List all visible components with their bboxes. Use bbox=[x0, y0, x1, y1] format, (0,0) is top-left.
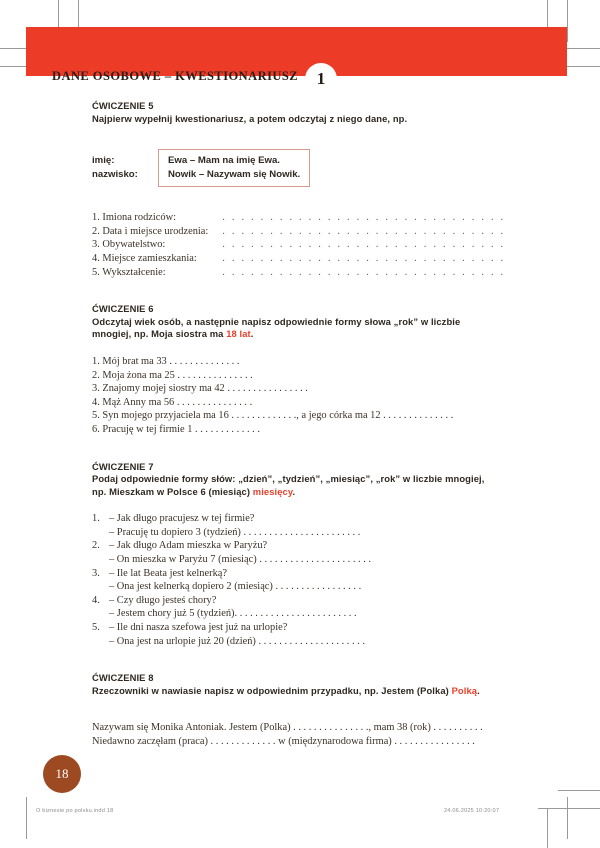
dialogue-number: 5. bbox=[92, 622, 100, 634]
exercise-7-dialogues bbox=[92, 512, 547, 648]
exercise-7-instruction-pre: np. Mieszkam w Polsce 6 (miesiąc) bbox=[92, 485, 253, 497]
dialogue-number: 4. bbox=[92, 594, 100, 606]
chapter-number-badge: 1 bbox=[305, 63, 337, 95]
crop-mark-top-right-vertical bbox=[567, 0, 568, 42]
dialogue-item bbox=[92, 621, 547, 648]
exercise-6-instruction-line-2 bbox=[92, 328, 547, 341]
exercise-6-instruction-post: . bbox=[250, 328, 254, 340]
exercise-8-example-accent: Polką bbox=[451, 684, 478, 696]
form-field-answer-line[interactable]: . . . . . . . . . . . . . . . . . . . . . . . . . . . . . . bbox=[222, 225, 506, 237]
form-field-row[interactable] bbox=[92, 238, 522, 252]
page-content bbox=[92, 100, 547, 749]
exercise-6-title: ĆWICZENIE 6 bbox=[92, 303, 154, 315]
dialogue-question bbox=[92, 512, 547, 526]
form-field-answer-line[interactable]: . . . . . . . . . . . . . . . . . . . . . . . . . . . . . . bbox=[222, 252, 506, 264]
footer-file-label: O biznesie po polsku.indd 18 bbox=[36, 808, 114, 814]
dialogue-question-text: – Czy długo jesteś chory? bbox=[109, 594, 217, 606]
dialogue-answer[interactable]: – Jestem chory już 5 (tydzień). . . . . . . . . . . . . . . . . . . . . . . . bbox=[109, 608, 357, 620]
dialogue-question-text: – Ile dni nasza szefowa jest już na urlopie? bbox=[109, 622, 288, 634]
exercise-5-sample-box bbox=[158, 149, 310, 187]
chapter-header-banner bbox=[26, 27, 567, 88]
dialogue-question bbox=[92, 539, 547, 553]
exercise-6-heading bbox=[92, 303, 547, 341]
exercise-8-line[interactable]: Niedawno zaczęłam (praca) . . . . . . . . . . . . . w (międzynarodowa firma) . . . . . . . . . . . . . . . . bbox=[92, 736, 475, 747]
exercise-5-heading bbox=[92, 100, 547, 125]
sample-line-1: Ewa – Mam na imię Ewa. bbox=[168, 155, 280, 167]
chapter-title: DANE OSOBOWE – KWESTIONARIUSZ bbox=[52, 69, 299, 83]
exercise-7-instruction-line-1: Podaj odpowiednie formy słów: „dzień”, „tydzień”, „miesiąc”, „rok” w liczbie mnogiej, bbox=[92, 473, 485, 485]
list-item[interactable]: 4. Mąż Anny ma 56 . . . . . . . . . . . . . . . bbox=[92, 396, 253, 408]
exercise-7-instruction-line-2 bbox=[92, 486, 547, 499]
list-item[interactable]: 3. Znajomy mojej siostry ma 42 . . . . . . . . . . . . . . . . bbox=[92, 383, 308, 395]
form-field-label: 1. Imiona rodziców: bbox=[92, 212, 176, 224]
dialogue-question bbox=[92, 621, 547, 635]
crop-mark-bottom-right-vertical-2 bbox=[547, 808, 548, 848]
form-field-answer-line[interactable]: . . . . . . . . . . . . . . . . . . . . . . . . . . . . . . bbox=[222, 239, 506, 251]
list-item[interactable]: 5. Syn mojego przyjaciela ma 16 . . . . . . . . . . . . ., a jego córka ma 12 . . . . . . . . . . . . . . bbox=[92, 410, 454, 422]
dialogue-answer[interactable]: – On mieszka w Paryżu 7 (miesiąc) . . . . . . . . . . . . . . . . . . . . . . bbox=[109, 554, 372, 566]
exercise-7-heading bbox=[92, 461, 547, 499]
form-field-row[interactable] bbox=[92, 252, 522, 266]
page-number-badge: 18 bbox=[43, 755, 81, 793]
exercise-6-items bbox=[92, 355, 547, 437]
exercise-7-example-accent: miesięcy bbox=[252, 485, 293, 497]
label-last-name: nazwisko: bbox=[92, 168, 138, 180]
list-item[interactable]: 2. Moja żona ma 25 . . . . . . . . . . . . . . . bbox=[92, 369, 253, 381]
exercise-5-form bbox=[92, 211, 547, 279]
crop-mark-bottom-left-vertical bbox=[26, 797, 27, 839]
form-field-answer-line[interactable]: . . . . . . . . . . . . . . . . . . . . . . . . . . . . . . bbox=[222, 266, 506, 278]
dialogue-item bbox=[92, 567, 547, 594]
dialogue-question bbox=[92, 567, 547, 581]
crop-mark-bottom-right-vertical bbox=[567, 797, 568, 839]
exercise-8-text bbox=[92, 721, 547, 748]
exercise-7-instruction-post: . bbox=[292, 485, 296, 497]
list-item[interactable]: 1. Mój brat ma 33 . . . . . . . . . . . . . . bbox=[92, 355, 240, 367]
dialogue-number: 1. bbox=[92, 513, 100, 525]
dialogue-item bbox=[92, 594, 547, 621]
dialogue-question-text: – Jak długo Adam mieszka w Paryżu? bbox=[109, 540, 268, 552]
exercise-5-sample-labels bbox=[92, 149, 158, 181]
label-first-name: imię: bbox=[92, 155, 115, 167]
form-field-label: 5. Wykształcenie: bbox=[92, 266, 166, 278]
form-field-label: 3. Obywatelstwo: bbox=[92, 239, 166, 251]
exercise-6-instruction-pre: mnogiej, np. Moja siostra ma bbox=[92, 328, 227, 340]
sample-line-2: Nowik – Nazywam się Nowik. bbox=[168, 168, 301, 180]
exercise-6-example-accent: 18 lat bbox=[226, 328, 251, 340]
list-item[interactable]: 6. Pracuję w tej firmie 1 . . . . . . . . . . . . . bbox=[92, 423, 260, 435]
form-field-label: 4. Miejsce zamieszkania: bbox=[92, 252, 197, 264]
form-field-answer-line[interactable]: . . . . . . . . . . . . . . . . . . . . . . . . . . . . . . bbox=[222, 212, 506, 224]
dialogue-answer[interactable]: – Ona jest na urlopie już 20 (dzień) . . . . . . . . . . . . . . . . . . . . . bbox=[109, 635, 365, 647]
dialogue-item bbox=[92, 539, 547, 566]
dialogue-item bbox=[92, 512, 547, 539]
exercise-8-instruction bbox=[92, 685, 547, 698]
exercise-5-instruction: Najpierw wypełnij kwestionariusz, a potem odczytaj z niego dane, np. bbox=[92, 112, 408, 124]
dialogue-number: 2. bbox=[92, 540, 100, 552]
dialogue-answer[interactable]: – Ona jest kelnerką dopiero 2 (miesiąc) . . . . . . . . . . . . . . . . . bbox=[109, 581, 362, 593]
form-field-row[interactable] bbox=[92, 211, 522, 225]
exercise-8-instruction-post: . bbox=[477, 684, 480, 696]
footer-timestamp: 24.06.2025 10:20:07 bbox=[444, 808, 500, 814]
crop-mark-bottom-right-horizontal bbox=[558, 790, 600, 791]
exercise-7-title: ĆWICZENIE 7 bbox=[92, 460, 154, 472]
exercise-8-instruction-pre: Rzeczowniki w nawiasie napisz w odpowiednim przypadku, np. Jestem (Polka) bbox=[92, 684, 452, 696]
exercise-8-heading bbox=[92, 672, 547, 697]
exercise-5-sample bbox=[92, 149, 547, 187]
exercise-8-line[interactable]: Nazywam się Monika Antoniak. Jestem (Polka) . . . . . . . . . . . . . . ., mam 38 (rok) . . . . . . . . . . bbox=[92, 722, 483, 734]
exercise-5-title: ĆWICZENIE 5 bbox=[92, 100, 154, 111]
exercise-6-instruction-line-1: Odczytaj wiek osób, a następnie napisz odpowiednie formy słowa „rok” w liczbie bbox=[92, 315, 461, 327]
dialogue-question-text: – Ile lat Beata jest kelnerką? bbox=[109, 567, 227, 579]
dialogue-answer[interactable]: – Pracuję tu dopiero 3 (tydzień) . . . . . . . . . . . . . . . . . . . . . . . bbox=[109, 526, 361, 538]
dialogue-question bbox=[92, 594, 547, 608]
exercise-8-title: ĆWICZENIE 8 bbox=[92, 672, 154, 684]
form-field-row[interactable] bbox=[92, 266, 522, 280]
dialogue-question-text: – Jak długo pracujesz w tej firmie? bbox=[109, 513, 255, 525]
dialogue-number: 3. bbox=[92, 567, 100, 579]
form-field-row[interactable] bbox=[92, 225, 522, 239]
form-field-label: 2. Data i miejsce urodzenia: bbox=[92, 225, 209, 237]
